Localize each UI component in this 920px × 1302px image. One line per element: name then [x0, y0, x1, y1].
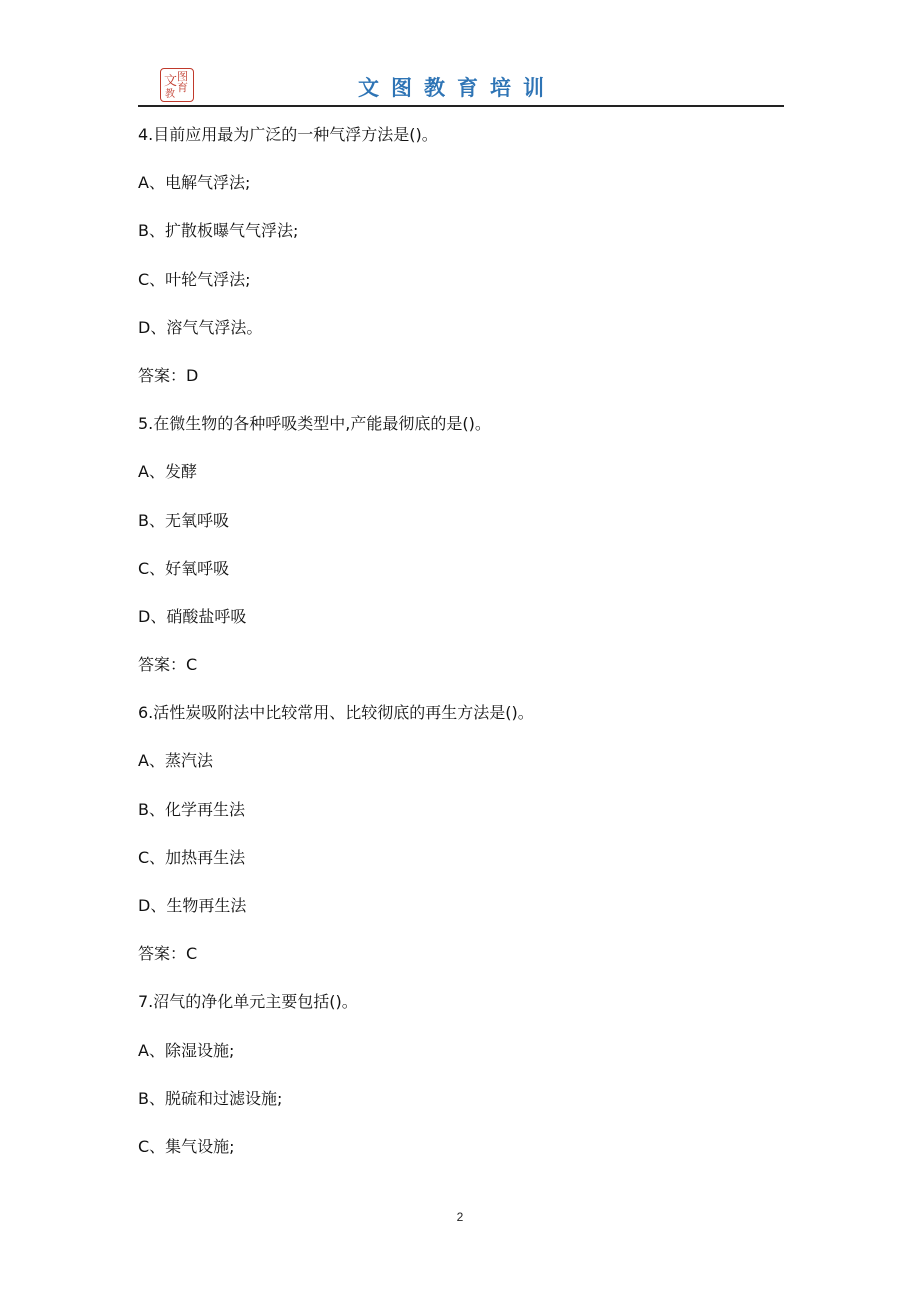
question-4-stem: 4.目前应用最为广泛的一种气浮方法是()。	[138, 125, 438, 144]
question-4-answer: 答案：D	[138, 365, 199, 385]
header-divider	[138, 105, 784, 107]
page-header	[138, 66, 784, 106]
question-5-stem: 5.在微生物的各种呼吸类型中,产能最彻底的是()。	[138, 414, 491, 434]
question-4-option-a: A、电解气浮法;	[138, 173, 251, 193]
question-6-answer: 答案：C	[138, 944, 198, 964]
question-4-option-d: D、溶气气浮法。	[138, 317, 263, 337]
question-6-option-d: D、生物再生法	[138, 896, 247, 915]
question-4-option-c: C、叶轮气浮法;	[138, 269, 251, 289]
question-7-option-a: A、除湿设施;	[138, 1040, 235, 1060]
question-6-stem: 6.活性炭吸附法中比较常用、比较彻底的再生方法是()。	[138, 703, 534, 723]
question-4-option-b: B、扩散板曝气气浮法;	[138, 221, 299, 241]
question-6-option-b: B、化学再生法	[138, 799, 245, 819]
question-7-option-b: B、脱硫和过滤设施;	[138, 1088, 283, 1108]
header-title: 文图教育培训	[358, 75, 556, 100]
question-7-option-c: C、集气设施;	[138, 1136, 235, 1156]
page-number: 2	[456, 1210, 464, 1224]
question-5-option-b: B、无氧呼吸	[138, 510, 229, 530]
question-6-option-a: A、蒸汽法	[138, 751, 213, 771]
question-5-option-c: C、好氧呼吸	[138, 558, 230, 578]
logo-seal-icon: 图 文 育 教	[160, 68, 194, 102]
question-5-answer: 答案：C	[138, 655, 198, 675]
question-7-stem: 7.沼气的净化单元主要包括()。	[138, 992, 358, 1012]
question-6-option-c: C、加热再生法	[138, 847, 246, 867]
question-5-option-a: A、发酵	[138, 462, 197, 482]
question-content	[138, 124, 784, 1184]
question-5-option-d: D、硝酸盐呼吸	[138, 606, 247, 626]
